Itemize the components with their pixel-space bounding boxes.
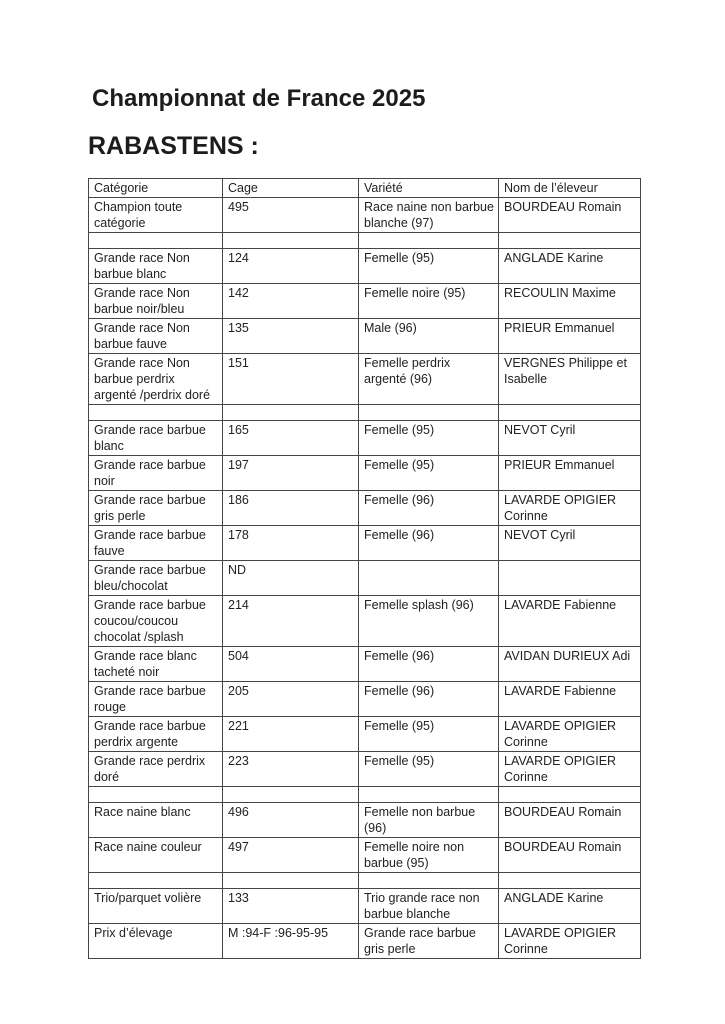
- cell-cage: 197: [223, 455, 359, 490]
- column-header: Nom de l’éleveur: [499, 178, 641, 197]
- cell-cage: 214: [223, 595, 359, 646]
- cell-eleveur: BOURDEAU Romain: [499, 802, 641, 837]
- cell-variete: Femelle non barbue (96): [359, 802, 499, 837]
- cell-categorie: Grande race barbue bleu/chocolat: [89, 560, 223, 595]
- cell-cage: 495: [223, 197, 359, 232]
- cell-cage: 124: [223, 248, 359, 283]
- cell-categorie: Grande race barbue gris perle: [89, 490, 223, 525]
- cell-cage: ND: [223, 560, 359, 595]
- table-row: [89, 353, 641, 404]
- column-header: Catégorie: [89, 178, 223, 197]
- cell-eleveur: BOURDEAU Romain: [499, 197, 641, 232]
- cell-variete: Femelle perdrix argenté (96): [359, 353, 499, 404]
- cell-variete: Femelle (95): [359, 420, 499, 455]
- table-row: [89, 716, 641, 751]
- cell-cage: [223, 786, 359, 802]
- cell-categorie: Grande race barbue rouge: [89, 681, 223, 716]
- table-row: [89, 248, 641, 283]
- cell-categorie: Grande race Non barbue blanc: [89, 248, 223, 283]
- cell-cage: 151: [223, 353, 359, 404]
- cell-categorie: Grande race Non barbue fauve: [89, 318, 223, 353]
- cell-eleveur: LAVARDE OPIGIER Corinne: [499, 923, 641, 958]
- cell-cage: 496: [223, 802, 359, 837]
- cell-categorie: [89, 232, 223, 248]
- cell-variete: Femelle (95): [359, 716, 499, 751]
- table-row: [89, 318, 641, 353]
- cell-eleveur: NEVOT Cyril: [499, 525, 641, 560]
- table-row: [89, 490, 641, 525]
- cell-cage: 223: [223, 751, 359, 786]
- cell-variete: [359, 872, 499, 888]
- cell-eleveur: [499, 872, 641, 888]
- cell-eleveur: LAVARDE Fabienne: [499, 681, 641, 716]
- table-row: [89, 404, 641, 420]
- cell-cage: 135: [223, 318, 359, 353]
- table-row: [89, 455, 641, 490]
- cell-categorie: Champion toute catégorie: [89, 197, 223, 232]
- cell-cage: 142: [223, 283, 359, 318]
- column-header: Cage: [223, 178, 359, 197]
- table-row: [89, 837, 641, 872]
- cell-variete: [359, 786, 499, 802]
- column-header: Variété: [359, 178, 499, 197]
- cell-categorie: [89, 872, 223, 888]
- cell-eleveur: ANGLADE Karine: [499, 248, 641, 283]
- cell-cage: 205: [223, 681, 359, 716]
- table-row: [89, 888, 641, 923]
- cell-categorie: Grande race perdrix doré: [89, 751, 223, 786]
- cell-eleveur: LAVARDE OPIGIER Corinne: [499, 716, 641, 751]
- cell-eleveur: NEVOT Cyril: [499, 420, 641, 455]
- table-row: [89, 420, 641, 455]
- cell-variete: Femelle splash (96): [359, 595, 499, 646]
- cell-variete: Femelle (95): [359, 455, 499, 490]
- cell-categorie: Grande race barbue noir: [89, 455, 223, 490]
- cell-eleveur: BOURDEAU Romain: [499, 837, 641, 872]
- cell-eleveur: [499, 232, 641, 248]
- cell-eleveur: [499, 560, 641, 595]
- cell-categorie: Race naine couleur: [89, 837, 223, 872]
- cell-variete: Grande race barbue gris perle: [359, 923, 499, 958]
- table-row: [89, 560, 641, 595]
- cell-categorie: Grande race blanc tacheté noir: [89, 646, 223, 681]
- table-row: [89, 595, 641, 646]
- table-row: [89, 923, 641, 958]
- cell-eleveur: LAVARDE OPIGIER Corinne: [499, 751, 641, 786]
- table-row: [89, 525, 641, 560]
- table-header-row: [89, 178, 641, 197]
- cell-variete: Femelle (96): [359, 646, 499, 681]
- cell-categorie: Grande race barbue blanc: [89, 420, 223, 455]
- cell-eleveur: [499, 404, 641, 420]
- cell-categorie: Grande race Non barbue perdrix argenté /perdrix doré: [89, 353, 223, 404]
- cell-categorie: Grande race barbue perdrix argente: [89, 716, 223, 751]
- cell-categorie: [89, 786, 223, 802]
- cell-cage: 497: [223, 837, 359, 872]
- cell-categorie: Grande race barbue fauve: [89, 525, 223, 560]
- table-row: [89, 872, 641, 888]
- table-row: [89, 751, 641, 786]
- table-row: [89, 681, 641, 716]
- cell-cage: 504: [223, 646, 359, 681]
- cell-variete: Femelle (96): [359, 681, 499, 716]
- cell-cage: 165: [223, 420, 359, 455]
- page-title: Championnat de France 2025: [92, 85, 426, 112]
- cell-categorie: Grande race Non barbue noir/bleu: [89, 283, 223, 318]
- table-body: [89, 197, 641, 958]
- cell-variete: [359, 232, 499, 248]
- cell-categorie: Race naine blanc: [89, 802, 223, 837]
- table-row: [89, 197, 641, 232]
- cell-cage: [223, 232, 359, 248]
- cell-cage: 221: [223, 716, 359, 751]
- table-row: [89, 232, 641, 248]
- cell-variete: [359, 560, 499, 595]
- cell-eleveur: ANGLADE Karine: [499, 888, 641, 923]
- section-heading: RABASTENS :: [88, 132, 259, 161]
- cell-eleveur: LAVARDE OPIGIER Corinne: [499, 490, 641, 525]
- cell-variete: Femelle (96): [359, 490, 499, 525]
- cell-variete: Femelle noire non barbue (95): [359, 837, 499, 872]
- cell-variete: Male (96): [359, 318, 499, 353]
- cell-eleveur: PRIEUR Emmanuel: [499, 318, 641, 353]
- cell-cage: 186: [223, 490, 359, 525]
- table-row: [89, 283, 641, 318]
- cell-variete: Trio grande race non barbue blanche: [359, 888, 499, 923]
- cell-eleveur: VERGNES Philippe et Isabelle: [499, 353, 641, 404]
- cell-eleveur: LAVARDE Fabienne: [499, 595, 641, 646]
- table-row: [89, 786, 641, 802]
- cell-variete: Femelle noire (95): [359, 283, 499, 318]
- cell-variete: Femelle (95): [359, 248, 499, 283]
- cell-eleveur: [499, 786, 641, 802]
- cell-variete: Race naine non barbue blanche (97): [359, 197, 499, 232]
- cell-variete: [359, 404, 499, 420]
- cell-variete: Femelle (96): [359, 525, 499, 560]
- cell-cage: 133: [223, 888, 359, 923]
- cell-eleveur: PRIEUR Emmanuel: [499, 455, 641, 490]
- cell-cage: [223, 404, 359, 420]
- table-row: [89, 802, 641, 837]
- results-table: [88, 178, 641, 959]
- cell-categorie: Trio/parquet volière: [89, 888, 223, 923]
- cell-cage: M :94-F :96-95-95: [223, 923, 359, 958]
- cell-variete: Femelle (95): [359, 751, 499, 786]
- cell-eleveur: RECOULIN Maxime: [499, 283, 641, 318]
- cell-categorie: [89, 404, 223, 420]
- cell-categorie: Grande race barbue coucou/coucou chocolat /splash: [89, 595, 223, 646]
- cell-categorie: Prix d’élevage: [89, 923, 223, 958]
- cell-cage: [223, 872, 359, 888]
- cell-eleveur: AVIDAN DURIEUX Adi: [499, 646, 641, 681]
- table-row: [89, 646, 641, 681]
- cell-cage: 178: [223, 525, 359, 560]
